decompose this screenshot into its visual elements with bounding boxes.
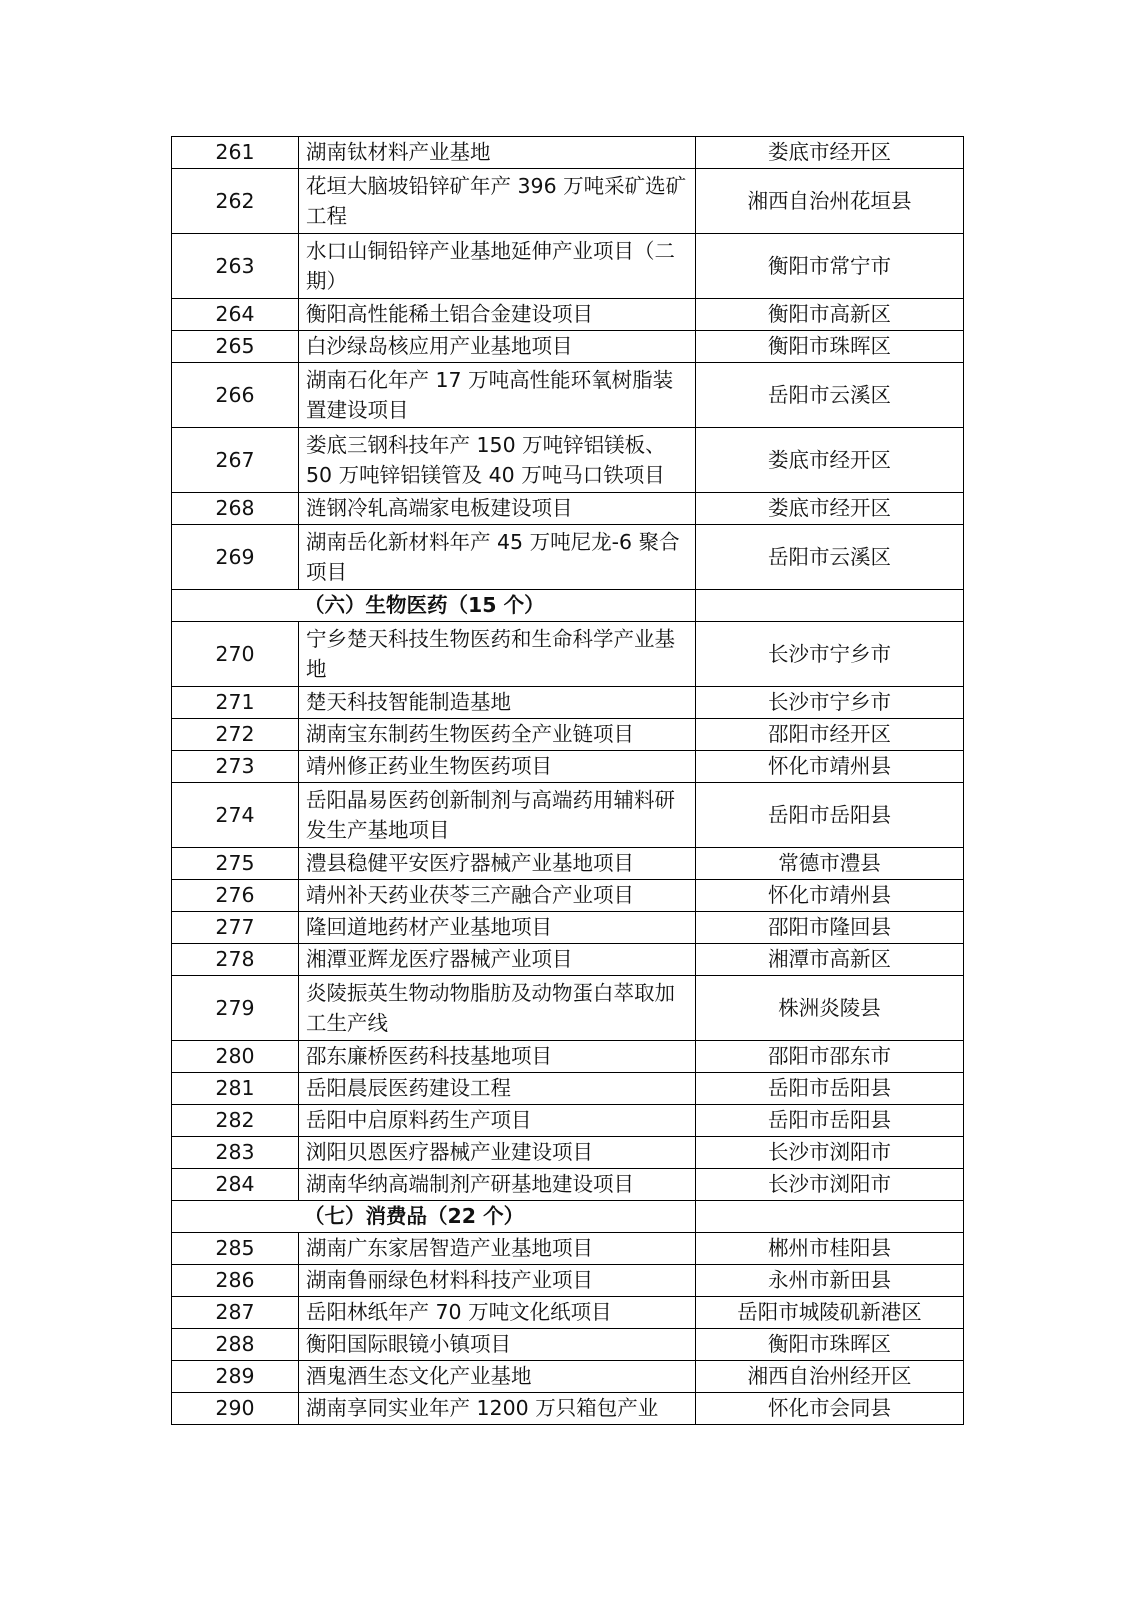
table-row [172, 622, 964, 687]
row-number: 279 [172, 976, 299, 1041]
row-number: 283 [172, 1137, 299, 1169]
table-row [172, 880, 964, 912]
row-number: 266 [172, 363, 299, 428]
row-number: 277 [172, 912, 299, 944]
project-location: 岳阳市岳阳县 [696, 1105, 964, 1137]
row-number: 271 [172, 687, 299, 719]
project-name: 衡阳高性能稀土铝合金建设项目 [299, 299, 696, 331]
project-name: 花垣大脑坡铅锌矿年产 396 万吨采矿选矿工程 [299, 169, 696, 234]
project-name: 岳阳晶易医药创新制剂与高端药用辅料研发生产基地项目 [299, 783, 696, 848]
table-row [172, 169, 964, 234]
project-location: 常德市澧县 [696, 848, 964, 880]
table-row [172, 687, 964, 719]
row-number: 265 [172, 331, 299, 363]
project-name: 湖南宝东制药生物医药全产业链项目 [299, 719, 696, 751]
project-name: 靖州修正药业生物医药项目 [299, 751, 696, 783]
row-number: 278 [172, 944, 299, 976]
project-name: 涟钢冷轧高端家电板建设项目 [299, 493, 696, 525]
table-row [172, 1041, 964, 1073]
project-name: 湖南华纳高端制剂产研基地建设项目 [299, 1169, 696, 1201]
row-number: 263 [172, 234, 299, 299]
project-name: 楚天科技智能制造基地 [299, 687, 696, 719]
table-row [172, 1329, 964, 1361]
project-location: 邵阳市隆回县 [696, 912, 964, 944]
table-row [172, 525, 964, 590]
project-location: 永州市新田县 [696, 1265, 964, 1297]
row-number: 290 [172, 1393, 299, 1425]
table-row [172, 363, 964, 428]
table-row [172, 299, 964, 331]
project-location: 湘西自治州花垣县 [696, 169, 964, 234]
project-location: 长沙市浏阳市 [696, 1137, 964, 1169]
project-name: 邵东廉桥医药科技基地项目 [299, 1041, 696, 1073]
table-row [172, 1297, 964, 1329]
project-location: 邵阳市邵东市 [696, 1041, 964, 1073]
row-number: 285 [172, 1233, 299, 1265]
project-location: 衡阳市高新区 [696, 299, 964, 331]
project-name: 湖南广东家居智造产业基地项目 [299, 1233, 696, 1265]
row-number: 276 [172, 880, 299, 912]
section-header-row [172, 1201, 964, 1233]
row-number: 287 [172, 1297, 299, 1329]
project-location: 郴州市桂阳县 [696, 1233, 964, 1265]
project-location: 长沙市宁乡市 [696, 687, 964, 719]
project-name: 湘潭亚辉龙医疗器械产业项目 [299, 944, 696, 976]
project-name: 宁乡楚天科技生物医药和生命科学产业基地 [299, 622, 696, 687]
project-location: 怀化市会同县 [696, 1393, 964, 1425]
project-location: 怀化市靖州县 [696, 880, 964, 912]
table-row [172, 912, 964, 944]
project-location: 衡阳市常宁市 [696, 234, 964, 299]
section-header-row [172, 590, 964, 622]
row-number: 270 [172, 622, 299, 687]
project-location: 娄底市经开区 [696, 428, 964, 493]
table-row [172, 848, 964, 880]
project-location: 岳阳市城陵矶新港区 [696, 1297, 964, 1329]
project-name: 湖南享同实业年产 1200 万只箱包产业 [299, 1393, 696, 1425]
project-name: 湖南岳化新材料年产 45 万吨尼龙-6 聚合项目 [299, 525, 696, 590]
section-title: （六）生物医药（15 个） [172, 590, 696, 622]
row-number: 281 [172, 1073, 299, 1105]
table-row [172, 751, 964, 783]
project-name: 湖南石化年产 17 万吨高性能环氧树脂装置建设项目 [299, 363, 696, 428]
project-location: 衡阳市珠晖区 [696, 1329, 964, 1361]
table-row [172, 1393, 964, 1425]
row-number: 267 [172, 428, 299, 493]
table-row [172, 1169, 964, 1201]
project-name: 隆回道地药材产业基地项目 [299, 912, 696, 944]
project-location: 岳阳市岳阳县 [696, 783, 964, 848]
project-name: 娄底三钢科技年产 150 万吨锌铝镁板、50 万吨锌铝镁管及 40 万吨马口铁项目 [299, 428, 696, 493]
project-location: 岳阳市云溪区 [696, 525, 964, 590]
table-row [172, 1233, 964, 1265]
table-row [172, 1073, 964, 1105]
project-location: 岳阳市岳阳县 [696, 1073, 964, 1105]
row-number: 268 [172, 493, 299, 525]
project-location: 湘西自治州经开区 [696, 1361, 964, 1393]
project-name: 岳阳林纸年产 70 万吨文化纸项目 [299, 1297, 696, 1329]
table-row [172, 234, 964, 299]
project-name: 靖州补天药业茯苓三产融合产业项目 [299, 880, 696, 912]
project-location: 长沙市宁乡市 [696, 622, 964, 687]
row-number: 269 [172, 525, 299, 590]
project-name: 湖南鲁丽绿色材料科技产业项目 [299, 1265, 696, 1297]
project-name: 水口山铜铅锌产业基地延伸产业项目（二期） [299, 234, 696, 299]
row-number: 275 [172, 848, 299, 880]
table-row [172, 976, 964, 1041]
table-row [172, 1137, 964, 1169]
table-row [172, 428, 964, 493]
project-location: 湘潭市高新区 [696, 944, 964, 976]
project-location: 邵阳市经开区 [696, 719, 964, 751]
project-location: 岳阳市云溪区 [696, 363, 964, 428]
table-row [172, 1265, 964, 1297]
row-number: 289 [172, 1361, 299, 1393]
section-blank-cell [696, 1201, 964, 1233]
project-location: 株洲炎陵县 [696, 976, 964, 1041]
row-number: 274 [172, 783, 299, 848]
project-location: 衡阳市珠晖区 [696, 331, 964, 363]
project-name: 衡阳国际眼镜小镇项目 [299, 1329, 696, 1361]
project-name: 湖南钛材料产业基地 [299, 137, 696, 169]
project-name: 岳阳晨辰医药建设工程 [299, 1073, 696, 1105]
row-number: 280 [172, 1041, 299, 1073]
project-name: 岳阳中启原料药生产项目 [299, 1105, 696, 1137]
section-title: （七）消费品（22 个） [172, 1201, 696, 1233]
project-name: 澧县稳健平安医疗器械产业基地项目 [299, 848, 696, 880]
row-number: 286 [172, 1265, 299, 1297]
project-table-body [172, 137, 964, 1425]
project-location: 娄底市经开区 [696, 137, 964, 169]
row-number: 273 [172, 751, 299, 783]
row-number: 261 [172, 137, 299, 169]
project-name: 浏阳贝恩医疗器械产业建设项目 [299, 1137, 696, 1169]
table-row [172, 944, 964, 976]
project-location: 长沙市浏阳市 [696, 1169, 964, 1201]
project-name: 炎陵振英生物动物脂肪及动物蛋白萃取加工生产线 [299, 976, 696, 1041]
row-number: 264 [172, 299, 299, 331]
project-location: 怀化市靖州县 [696, 751, 964, 783]
row-number: 282 [172, 1105, 299, 1137]
row-number: 272 [172, 719, 299, 751]
project-name: 酒鬼酒生态文化产业基地 [299, 1361, 696, 1393]
row-number: 288 [172, 1329, 299, 1361]
project-location: 娄底市经开区 [696, 493, 964, 525]
table-row [172, 331, 964, 363]
table-row [172, 493, 964, 525]
project-name: 白沙绿岛核应用产业基地项目 [299, 331, 696, 363]
table-row [172, 719, 964, 751]
table-row [172, 783, 964, 848]
table-row [172, 1361, 964, 1393]
section-blank-cell [696, 590, 964, 622]
row-number: 284 [172, 1169, 299, 1201]
project-table [171, 136, 964, 1425]
table-row [172, 1105, 964, 1137]
row-number: 262 [172, 169, 299, 234]
table-row [172, 137, 964, 169]
